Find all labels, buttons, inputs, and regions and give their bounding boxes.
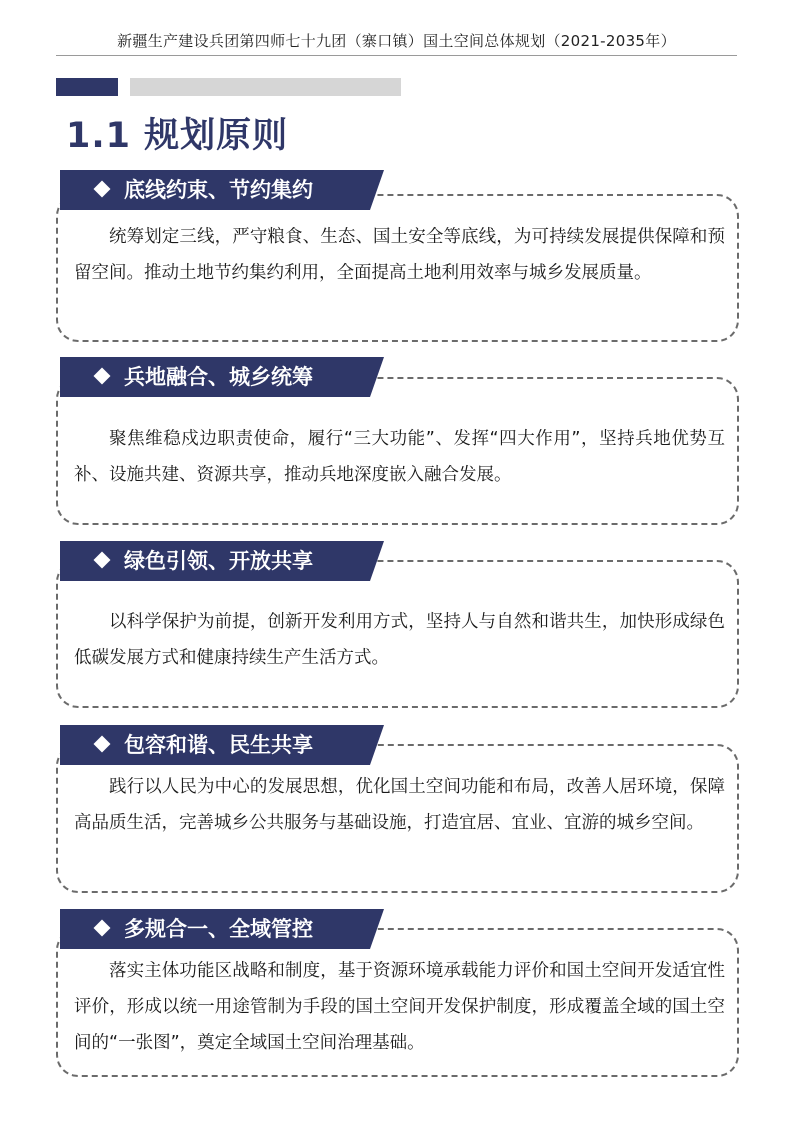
section-body-text: 聚焦维稳戍边职责使命，履行“三大功能”、发挥“四大作用”，坚持兵地优势互补、设施共建、资源共享，推动兵地深度嵌入融合发展。 [74, 429, 725, 485]
principle-section-4 [56, 725, 739, 893]
principle-section-2 [56, 357, 739, 525]
section-body-text: 落实主体功能区战略和制度，基于资源环境承载能力评价和国土空间开发适宜性评价，形成以统一用途管制为手段的国土空间开发保护制度，形成覆盖全域的国土空间的“一张图”，奠定全域国土空间治理基础。 [74, 961, 725, 1053]
section-heading: 绿色引领、开放共享 [124, 549, 313, 573]
section-heading: 多规合一、全域管控 [124, 917, 313, 941]
section-heading: 兵地融合、城乡统筹 [124, 365, 313, 389]
page-title: 1.1 规划原则 [66, 116, 289, 156]
running-header: 新疆生产建设兵团第四师七十九团（寨口镇）国土空间总体规划（2021-2035年） [117, 32, 676, 50]
section-body-text: 践行以人民为中心的发展思想，优化国土空间功能和布局，改善人居环境，保障高品质生活，完善城乡公共服务与基础设施，打造宜居、宜业、宜游的城乡空间。 [74, 777, 725, 833]
principle-section-1 [56, 170, 739, 342]
title-accent-bar-dark [56, 78, 118, 96]
title-accent-bar-light [130, 78, 401, 96]
section-body-text: 统筹划定三线，严守粮食、生态、国土安全等底线，为可持续发展提供保障和预留空间。推动土地节约集约利用，全面提高土地利用效率与城乡发展质量。 [74, 227, 725, 283]
principle-section-3 [56, 541, 739, 708]
principle-section-5 [56, 909, 739, 1077]
section-heading: 底线约束、节约集约 [124, 178, 313, 202]
header-divider [56, 55, 737, 56]
section-body-text: 以科学保护为前提，创新开发利用方式，坚持人与自然和谐共生，加快形成绿色低碳发展方式和健康持续生产生活方式。 [74, 612, 725, 668]
section-heading: 包容和谐、民生共享 [124, 733, 313, 757]
